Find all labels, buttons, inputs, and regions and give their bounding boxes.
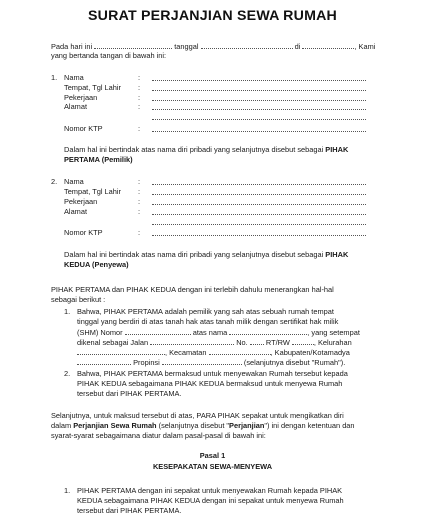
pasal-line-1: PIHAK PERTAMA dengan ini sepakat untuk menyewakan Rumah kepada PIHAK [77,486,343,495]
kabupaten-label: , Kabupaten/Kotamadya [270,348,350,357]
party2-nama-blank [152,177,366,185]
jalan-label: dikenal sebagai Jalan [77,338,149,347]
party1-ktp-blank [152,124,366,132]
party2-desc-bold: PIHAK [325,250,349,259]
point1-line-6 [77,357,345,367]
point2-line-2: PIHAK KEDUA sebagaimana PIHAK KEDUA bermaksud untuk menyewa Rumah [77,379,343,388]
pasal-line-2: KEDUA sebagaimana PIHAK KEDUA dengan ini sepakat untuk menyewa Rumah [77,496,344,505]
colon: : [138,73,141,82]
party2-label-ktp: Nomor KTP [64,228,103,237]
colon: : [138,93,141,102]
propinsi-end: (selanjutnya disebut "Rumah"). [243,358,346,367]
point1-line-1: Bahwa, PIHAK PERTAMA adalah pemilik yang sah atas sebuah rumah tempat [77,307,334,316]
party1-alamat-blank-2 [152,112,366,120]
party1-pekerjaan-blank [152,93,366,101]
propinsi-blank [162,357,242,365]
point1-line-5 [77,347,350,357]
jalan-no-blank [250,337,264,345]
colon: : [138,197,141,206]
party1-label-nama: Nama [64,73,84,82]
kecamatan-label: , Kecamatan [165,348,207,357]
intro-text-1: Pada hari ini [51,42,93,51]
closing-text-a: dalam [51,421,74,430]
closing-line-2 [51,421,355,430]
blank-date [201,41,293,49]
intro-line [51,41,375,51]
party1-ttl-blank [152,83,366,91]
point1-line-2: tinggal yang berdiri di atas tanah hak atas tanah milik dengan sertifikat hak milik [77,317,339,326]
party2-alamat-blank [152,207,366,215]
jalan-rtrw: RT/RW [265,338,290,347]
intro-line-2: yang bertanda tangan di bawah ini: [51,51,167,60]
party2-role: KEDUA (Penyewa) [64,260,129,269]
blank-place [302,41,354,49]
colon: : [138,187,141,196]
party1-label-ktp: Nomor KTP [64,124,103,133]
party1-desc-bold: PIHAK [325,145,349,154]
party2-ktp-blank [152,228,366,236]
shm-end: , yang setempat [307,328,360,337]
party1-label-ttl: Tempat, Tgl Lahir [64,83,121,92]
kelurahan-label: , Kelurahan [313,338,352,347]
party1-label-pekerjaan: Pekerjaan [64,93,98,102]
party1-alamat-blank [152,102,366,110]
preamble-line-2: sebagai berikut : [51,295,106,304]
pasal-title: Pasal 1 [199,451,226,460]
jalan-no: No. [236,338,248,347]
colon: : [138,228,141,237]
party1-nama-blank [152,73,366,81]
closing-bold-b: Perjanjian Sewa Rumah [73,421,157,430]
party2-number: 2. [51,177,58,186]
colon: : [138,207,141,216]
propinsi-label: Propinsi [133,358,160,367]
shm-owner-blank [229,327,307,335]
shm-number-blank [125,327,191,335]
party2-description [64,250,348,259]
party2-label-nama: Nama [64,177,84,186]
party1-number: 1. [51,73,58,82]
kecamatan-blank [209,347,271,355]
party2-label-ttl: Tempat, Tgl Lahir [64,187,121,196]
pasal-line-3: tersebut dari PIHAK PERTAMA. [77,506,182,515]
point2-line-1: Bahwa, PIHAK PERTAMA bermaksud untuk menyewakan Rumah tersebut kepada [77,369,348,378]
point2-line-3: tersebut dari PIHAK PERTAMA. [77,389,182,398]
party2-alamat-blank-2 [152,217,366,225]
colon: : [138,177,141,186]
closing-line-1: Selanjutnya, untuk maksud tersebut di atas, PARA PIHAK sepakat untuk mengikatkan diri [51,411,344,420]
kabupaten-blank [77,357,131,365]
preamble-line-1: PIHAK PERTAMA dan PIHAK KEDUA dengan ini terlebih dahulu menerangkan hal-hal [51,285,334,294]
party2-label-pekerjaan: Pekerjaan [64,197,98,206]
pasal-subtitle: KESEPAKATAN SEWA-MENYEWA [152,462,273,471]
jalan-blank [150,337,234,345]
party1-desc-text: Dalam hal ini bertindak atas nama diri pribadi yang selanjutnya disebut sebagai [64,145,326,154]
blank-day [94,41,172,49]
shm-atas-nama: atas nama [192,328,228,337]
intro-text-2: tanggal [174,42,199,51]
pasal-point-number: 1. [64,486,71,495]
colon: : [138,124,141,133]
point2-number: 2. [64,369,71,378]
point1-number: 1. [64,307,71,316]
point1-line-4 [77,337,352,347]
intro-text-4: , Kami [354,42,376,51]
colon: : [138,102,141,111]
closing-text-e: ") ini dengan ketentuan dan [264,421,355,430]
document-title: SURAT PERJANJIAN SEWA RUMAH [88,8,337,24]
closing-line-3: syarat-syarat sebagaimana diatur dalam pasal-pasal di bawah ini: [51,431,266,440]
shm-label: (SHM) Nomor [77,328,123,337]
closing-text-c: (selanjutnya disebut " [156,421,230,430]
party2-ttl-blank [152,187,366,195]
closing-bold-d: Perjanjian [229,421,265,430]
party2-desc-text: Dalam hal ini bertindak atas nama diri pribadi yang selanjutnya disebut sebagai [64,250,326,259]
colon: : [138,83,141,92]
party2-pekerjaan-blank [152,197,366,205]
rtrw-blank [292,337,314,345]
party1-label-alamat: Alamat [64,102,88,111]
party1-description [64,145,348,154]
intro-text-3: di [294,42,301,51]
party2-label-alamat: Alamat [64,207,88,216]
point1-line-3 [77,327,360,337]
party1-role: PERTAMA (Pemilik) [64,155,133,164]
kelurahan-blank [77,347,165,355]
